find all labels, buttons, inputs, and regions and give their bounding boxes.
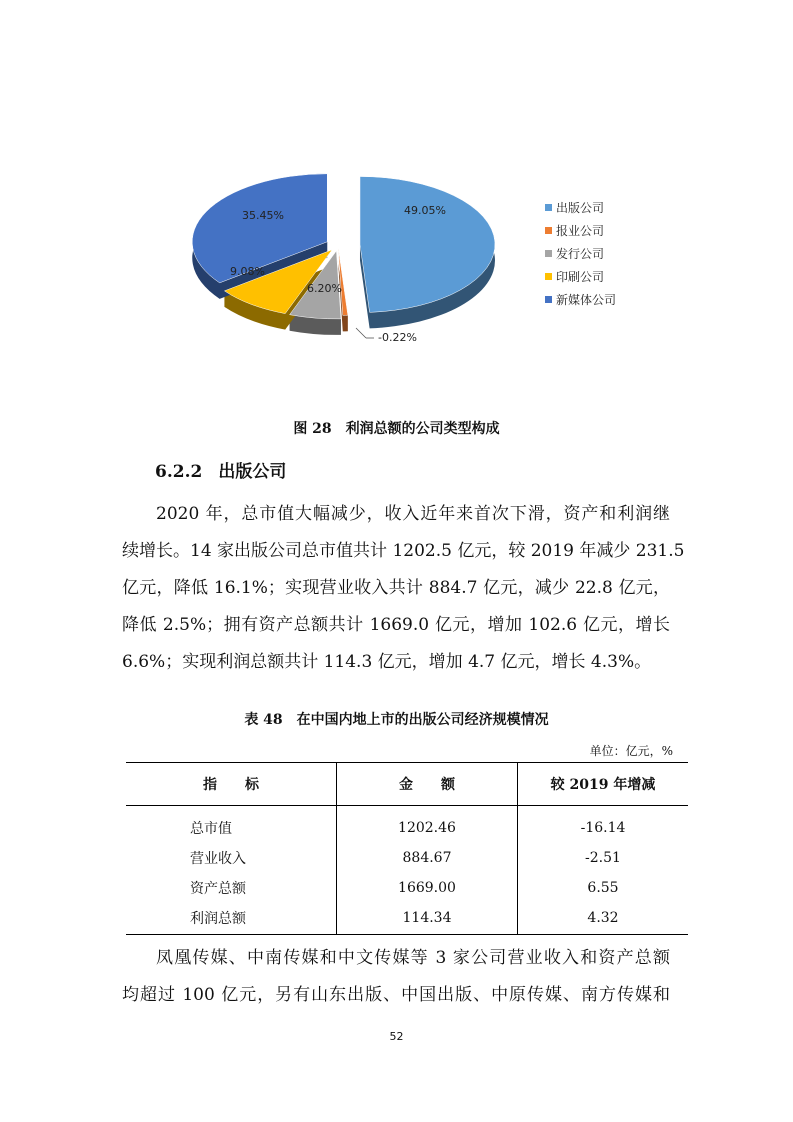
legend-swatch-newspaper [545, 227, 552, 234]
row-amount: 114.34 [337, 903, 518, 935]
paragraph-1 [122, 496, 685, 681]
pie-label-newspaper: -0.22% [378, 331, 417, 344]
row-amount: 1669.00 [337, 873, 518, 903]
row-indicator: 利润总额 [126, 903, 337, 935]
pie-label-distribution: 6.20% [307, 282, 342, 295]
legend-item-distribution [545, 242, 665, 265]
legend-item-printing [545, 265, 665, 288]
pie-label-publishing: 49.05% [404, 204, 446, 217]
unit-note: 单位：亿元，% [589, 744, 673, 758]
legend-swatch-distribution [545, 250, 552, 257]
legend-item-newspaper [545, 219, 665, 242]
row-change: 4.32 [518, 903, 689, 935]
table-header-row [126, 763, 688, 806]
section-heading [155, 457, 286, 482]
legend-swatch-printing [545, 273, 552, 280]
page-number: 52 [389, 1030, 404, 1043]
figure-caption: 图 28 利润总额的公司类型构成 [293, 421, 500, 437]
table-row [126, 873, 688, 903]
legend-label-distribution: 发行公司 [556, 247, 605, 261]
table-row [126, 806, 688, 844]
legend-swatch-new-media [545, 296, 552, 303]
economic-scale-table [126, 762, 688, 935]
legend-label-publishing: 出版公司 [556, 201, 605, 215]
pie-label-printing: 9.08% [230, 265, 265, 278]
row-change: -2.51 [518, 843, 689, 873]
header-indicator: 指 标 [126, 763, 337, 806]
section-number: 6.2.2 [155, 462, 203, 482]
row-amount: 1202.46 [337, 806, 518, 844]
legend-label-printing: 印刷公司 [556, 270, 605, 284]
row-change: -16.14 [518, 806, 689, 844]
row-indicator: 资产总额 [190, 881, 246, 897]
row-change: 6.55 [518, 873, 689, 903]
legend-label-new-media: 新媒体公司 [556, 293, 617, 307]
pie-label-new-media: 35.45% [242, 209, 284, 222]
profit-pie-chart [190, 160, 520, 360]
legend-item-publishing [545, 196, 665, 219]
table-row [126, 843, 688, 873]
paragraph-line: 6.6%；实现利润总额共计 114.3 亿元，增加 4.7 亿元，增长 4.3%。 [122, 652, 652, 672]
row-amount: 884.67 [337, 843, 518, 873]
header-amount: 金 额 [337, 763, 518, 806]
legend-item-new-media [545, 288, 665, 311]
legend-label-newspaper: 报业公司 [556, 224, 605, 238]
paragraph-line: 2020 年，总市值大幅减少，收入近年来首次下滑，资产和利润继 [156, 504, 670, 524]
legend-swatch-publishing [545, 204, 552, 211]
chart-legend [545, 196, 665, 311]
paragraph-line: 凤凰传媒、中南传媒和中文传媒等 3 家公司营业收入和资产总额 [156, 948, 670, 968]
section-title: 出版公司 [218, 462, 287, 482]
row-indicator: 营业收入 [190, 851, 246, 867]
paragraph-line: 均超过 100 亿元，另有山东出版、中国出版、中原传媒、南方传媒和 [122, 985, 670, 1005]
leader-line-newspaper [356, 328, 366, 338]
row-indicator: 总市值 [190, 821, 232, 837]
paragraph-line: 亿元，降低 16.1%；实现营业收入共计 884.7 亿元，减少 22.8 亿元， [122, 578, 670, 598]
header-change: 较 2019 年增减 [518, 763, 689, 806]
paragraph-line: 降低 2.5%；拥有资产总额共计 1669.0 亿元，增加 102.6 亿元，增长 [122, 615, 670, 635]
paragraph-2 [122, 940, 670, 1014]
paragraph-line: 续增长。14 家出版公司总市值共计 1202.5 亿元，较 2019 年减少 231.5 [122, 541, 685, 561]
table-caption: 表 48 在中国内地上市的出版公司经济规模情况 [244, 712, 549, 728]
table-row [126, 903, 688, 935]
